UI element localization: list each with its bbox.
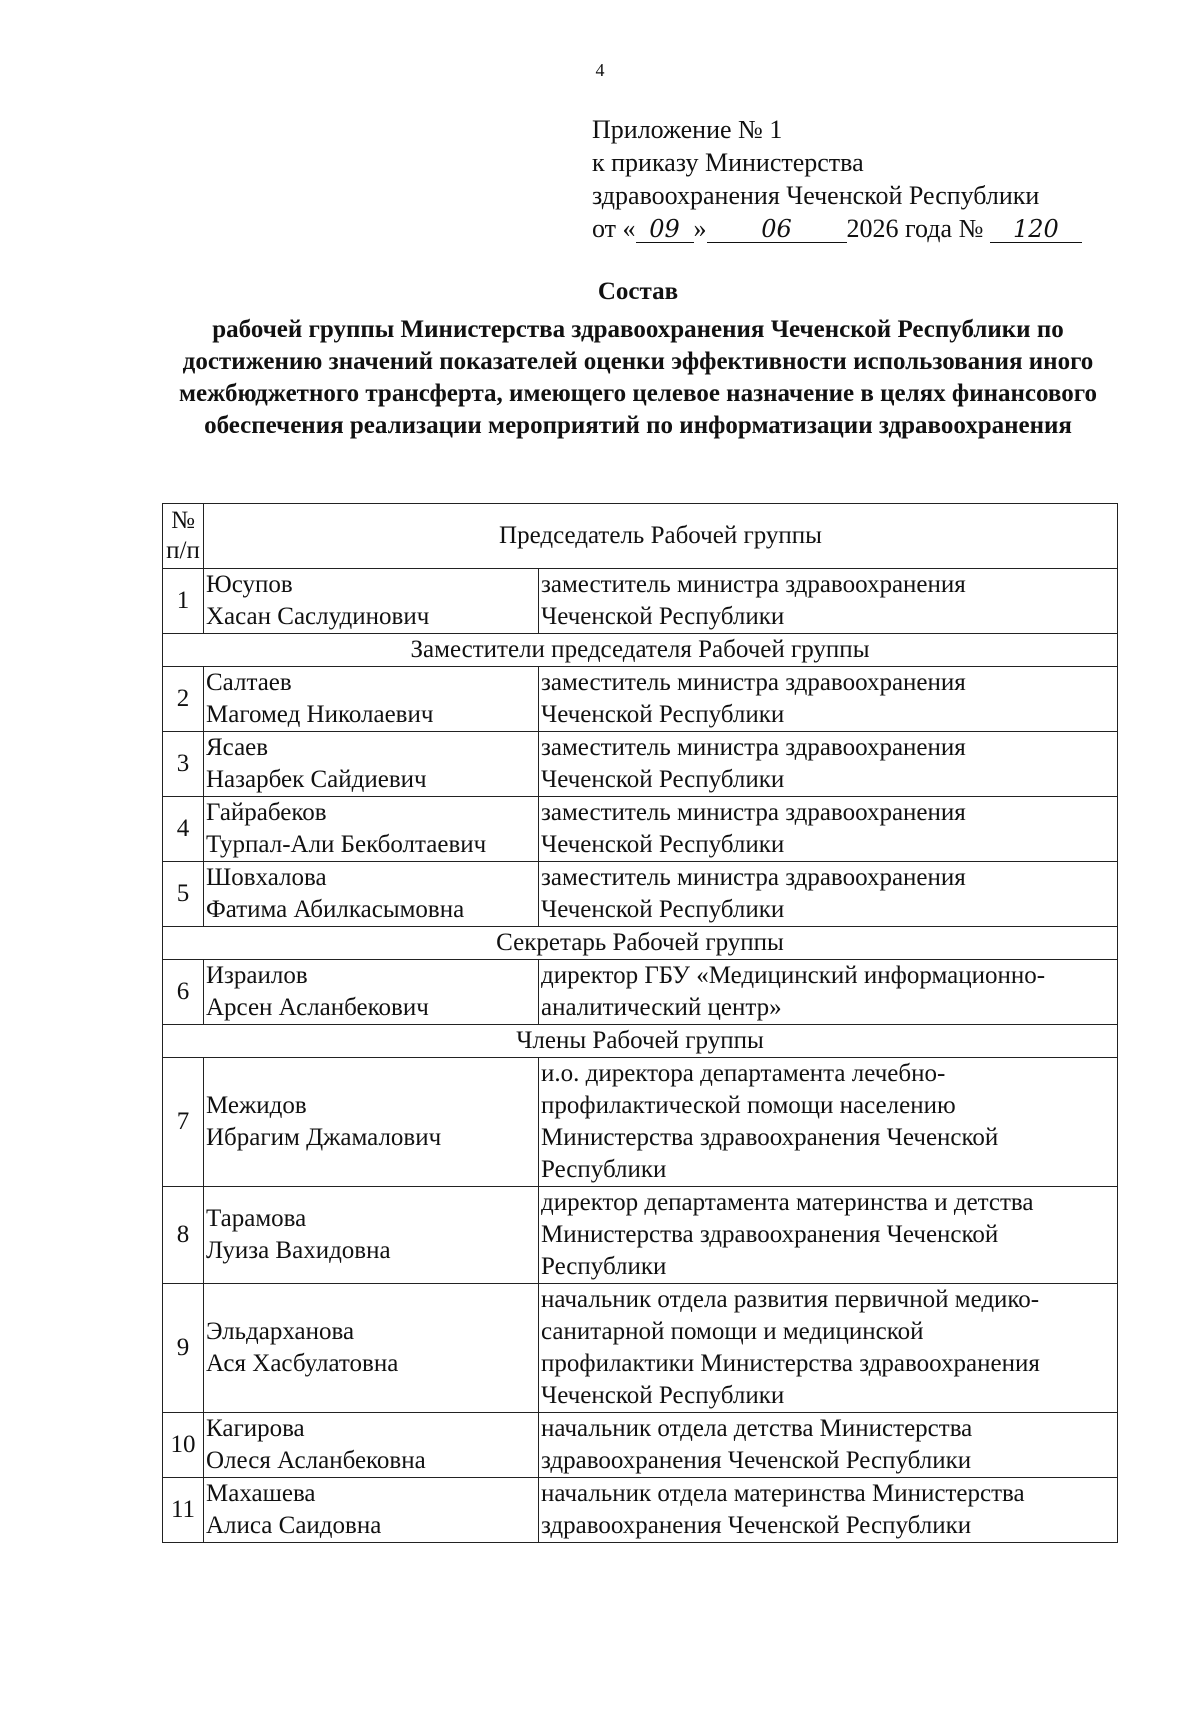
member-given-name: Магомед Николаевич [206, 701, 434, 728]
section-row [163, 1025, 1118, 1058]
member-given-name: Турпал-Али Бекболтаевич [206, 831, 487, 858]
member-given-name: Хасан Саслудинович [206, 603, 430, 630]
section-members: Члены Рабочей группы [163, 1025, 1118, 1058]
section-row [163, 927, 1118, 960]
date-month: 06 [707, 216, 847, 243]
position-line: Чеченской Республики [541, 701, 785, 728]
member-position [539, 862, 1118, 927]
member-surname: Юсупов [206, 571, 293, 598]
date-year: 2026 года № [846, 214, 984, 243]
section-secretary: Секретарь Рабочей группы [163, 927, 1118, 960]
table-row [163, 569, 1118, 634]
member-name [204, 667, 539, 732]
member-position [539, 960, 1118, 1025]
position-line: профилактики Министерства здравоохранения [541, 1350, 1040, 1377]
member-surname: Кагирова [206, 1415, 305, 1442]
row-number: 3 [163, 732, 204, 797]
member-given-name: Олеся Асланбековна [206, 1447, 426, 1474]
table-row [163, 1413, 1118, 1478]
position-line: Чеченской Республики [541, 896, 785, 923]
position-line: начальник отдела детства Министерства [541, 1415, 973, 1442]
position-line: Республики [541, 1156, 667, 1183]
position-line: директор ГБУ «Медицинский информационно- [541, 962, 1046, 989]
section-deputies: Заместители председателя Рабочей группы [163, 634, 1118, 667]
table-row [163, 1187, 1118, 1284]
member-surname: Салтаев [206, 669, 292, 696]
title-subtitle: рабочей группы Министерства здравоохранения Чеченской Республики по достижению значений показателей оценки эффективности использования иного межбюджетного трансферта, имеющего целевое назначение в целях финансового обеспечения реализации мероприятий по информатизации здравоохранения [179, 316, 1097, 439]
appendix-line-1: Приложение № 1 [592, 115, 783, 144]
member-name [204, 1478, 539, 1543]
header-num-cell [163, 504, 204, 569]
section-chair: Председатель Рабочей группы [204, 504, 1118, 569]
member-position [539, 1187, 1118, 1284]
member-surname: Гайрабеков [206, 799, 327, 826]
position-line: директор департамента материнства и детства [541, 1189, 1034, 1216]
position-line: аналитический центр» [541, 994, 782, 1021]
date-prefix: от « [592, 214, 636, 243]
position-line: Министерства здравоохранения Чеченской [541, 1124, 999, 1151]
position-line: заместитель министра здравоохранения [541, 571, 966, 598]
table-row [163, 797, 1118, 862]
row-number: 5 [163, 862, 204, 927]
appendix-block [592, 113, 1082, 245]
position-line: Чеченской Республики [541, 1382, 785, 1409]
table-row [163, 960, 1118, 1025]
order-number: 120 [990, 216, 1082, 243]
member-name [204, 862, 539, 927]
member-given-name: Алиса Саидовна [206, 1512, 382, 1539]
member-position [539, 1413, 1118, 1478]
member-surname: Эльдарханова [206, 1318, 355, 1345]
position-line: и.о. директора департамента лечебно- [541, 1060, 946, 1087]
position-line: профилактической помощи населению [541, 1092, 956, 1119]
member-given-name: Ася Хасбулатовна [206, 1350, 399, 1377]
member-given-name: Назарбек Сайдиевич [206, 766, 427, 793]
member-surname: Шовхалова [206, 864, 327, 891]
date-mid: » [693, 214, 707, 243]
member-position [539, 667, 1118, 732]
member-given-name: Луиза Вахидовна [206, 1237, 391, 1264]
appendix-line-2: к приказу Министерства [592, 148, 864, 177]
position-line: заместитель министра здравоохранения [541, 669, 966, 696]
member-surname: Тарамова [206, 1205, 307, 1232]
table-header-row [163, 504, 1118, 569]
member-given-name: Ибрагим Джамалович [206, 1124, 442, 1151]
table-row [163, 1478, 1118, 1543]
member-surname: Махашева [206, 1480, 316, 1507]
row-number: 4 [163, 797, 204, 862]
position-line: Чеченской Республики [541, 603, 785, 630]
row-number: 2 [163, 667, 204, 732]
member-position [539, 569, 1118, 634]
table-row [163, 667, 1118, 732]
member-position [539, 1058, 1118, 1187]
appendix-date-line [592, 212, 1082, 245]
member-name [204, 1187, 539, 1284]
section-row [163, 634, 1118, 667]
position-line: начальник отдела материнства Министерства [541, 1480, 1025, 1507]
member-position [539, 797, 1118, 862]
member-position [539, 1478, 1118, 1543]
row-number: 10 [163, 1413, 204, 1478]
members-table [162, 503, 1118, 1543]
member-name [204, 1284, 539, 1413]
row-number: 6 [163, 960, 204, 1025]
member-position [539, 1284, 1118, 1413]
row-number: 1 [163, 569, 204, 634]
row-number: 11 [163, 1478, 204, 1543]
appendix-line-3: здравоохранения Чеченской Республики [592, 181, 1040, 210]
position-line: Чеченской Республики [541, 766, 785, 793]
position-line: заместитель министра здравоохранения [541, 799, 966, 826]
document-title [0, 276, 1200, 442]
member-surname: Межидов [206, 1092, 307, 1119]
member-surname: Израилов [206, 962, 308, 989]
member-name [204, 569, 539, 634]
member-position [539, 732, 1118, 797]
row-number: 7 [163, 1058, 204, 1187]
position-line: начальник отдела развития первичной медико- [541, 1286, 1040, 1313]
header-num-line-2: п/п [166, 537, 200, 564]
row-number: 8 [163, 1187, 204, 1284]
member-given-name: Фатима Абилкасымовна [206, 896, 465, 923]
position-line: заместитель министра здравоохранения [541, 864, 966, 891]
position-line: Чеченской Республики [541, 831, 785, 858]
position-line: Министерства здравоохранения Чеченской [541, 1221, 999, 1248]
member-name [204, 1058, 539, 1187]
member-name [204, 732, 539, 797]
members-table-body [163, 504, 1118, 1543]
position-line: здравоохранения Чеченской Республики [541, 1447, 972, 1474]
member-name [204, 960, 539, 1025]
page-number: 4 [595, 60, 605, 80]
row-number: 9 [163, 1284, 204, 1413]
table-row [163, 862, 1118, 927]
date-day: 09 [636, 216, 694, 243]
position-line: санитарной помощи и медицинской [541, 1318, 924, 1345]
member-name [204, 1413, 539, 1478]
table-row [163, 732, 1118, 797]
member-given-name: Арсен Асланбекович [206, 994, 429, 1021]
header-num-line-1: № [171, 507, 195, 534]
position-line: заместитель министра здравоохранения [541, 734, 966, 761]
member-surname: Ясаев [206, 734, 269, 761]
table-row [163, 1284, 1118, 1413]
table-row [163, 1058, 1118, 1187]
position-line: здравоохранения Чеченской Республики [541, 1512, 972, 1539]
position-line: Республики [541, 1253, 667, 1280]
member-name [204, 797, 539, 862]
title-main: Состав [597, 278, 679, 305]
